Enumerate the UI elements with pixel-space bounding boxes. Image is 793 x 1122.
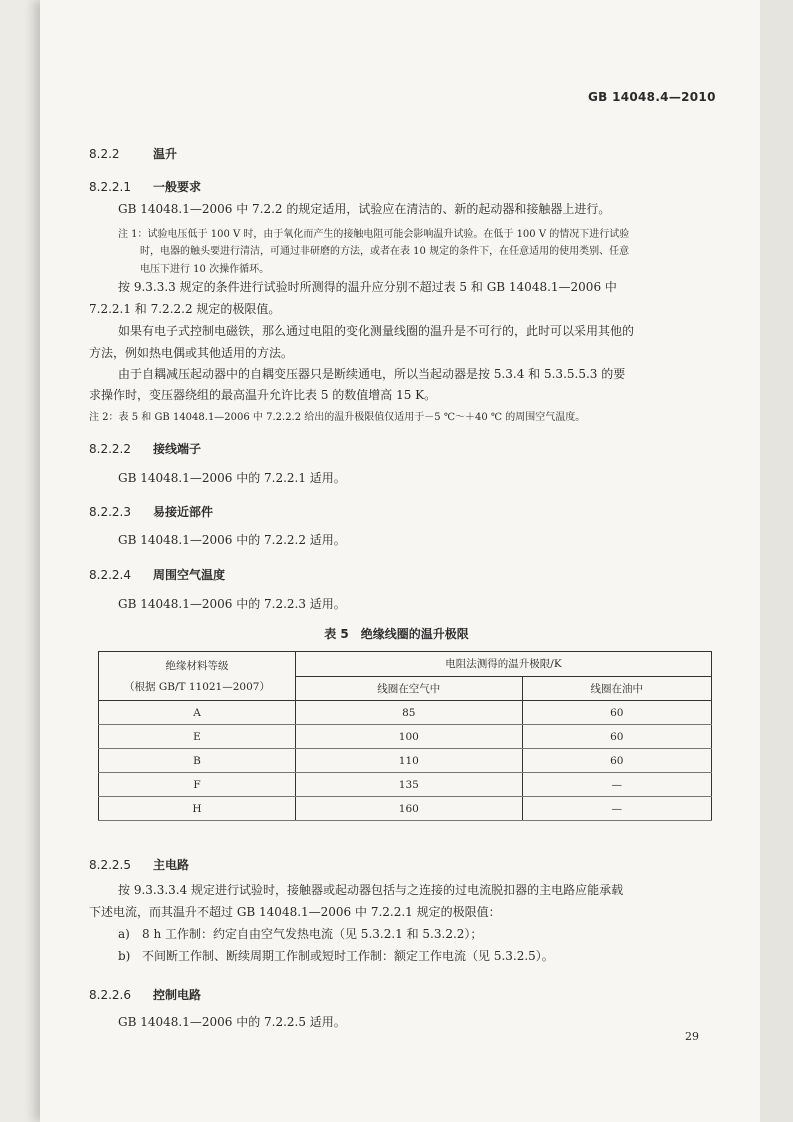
note-1-line: 注 1：试验电压低于 100 V 时，由于氧化而产生的接触电阻可能会影响温升试验。在低于 100 V 的情况下进行试验 — [118, 229, 630, 240]
section-heading-8-2-2-4 — [89, 566, 225, 583]
note-1-line: 时，电器的触头要进行清洁，可通过非研磨的方法，或者在表 10 规定的条件下，在任意适用的使用类别、任意 — [140, 246, 630, 257]
list-marker: b) — [118, 949, 131, 963]
cell-oil: 60 — [522, 749, 711, 773]
paragraph: 按 9.3.3.3.4 规定进行试验时，接触器或起动器包括与之连接的过电流脱扣器的主电路应能承载 — [118, 883, 624, 897]
section-number: 8.2.2 — [89, 147, 120, 161]
paragraph: GB 14048.1—2006 中的 7.2.2.1 适用。 — [118, 471, 346, 485]
table-caption: 表 5 绝缘线圈的温升极限 — [324, 627, 469, 641]
list-item-b — [118, 946, 554, 967]
header-resistance-method: 电阻法测得的温升极限/K — [296, 652, 712, 677]
standard-number: GB 14048.4—2010 — [588, 90, 716, 104]
header-coil-in-air: 线圈在空气中 — [296, 676, 523, 701]
table-row — [99, 701, 712, 725]
cell-air: 160 — [296, 797, 523, 821]
section-number: 8.2.2.1 — [89, 180, 131, 194]
header-line: 绝缘材料等级 — [165, 660, 229, 672]
section-number: 8.2.2.6 — [89, 988, 131, 1002]
section-heading-8-2-2-1 — [89, 178, 201, 195]
cell-air: 135 — [296, 773, 523, 797]
section-title: 接线端子 — [153, 442, 202, 456]
list-marker: a) — [118, 927, 130, 941]
note-1-line: 电压下进行 10 次操作循环。 — [140, 264, 270, 275]
adjacent-page-edge — [760, 0, 793, 1122]
cell-class: H — [99, 797, 296, 821]
cell-oil: — — [522, 797, 711, 821]
cell-class: F — [99, 773, 296, 797]
table-row — [99, 797, 712, 821]
section-title: 周围空气温度 — [153, 568, 226, 582]
paragraph: 7.2.2.1 和 7.2.2.2 规定的极限值。 — [89, 302, 281, 316]
temperature-rise-table — [98, 651, 712, 821]
section-number: 8.2.2.2 — [89, 442, 131, 456]
header-coil-in-oil: 线圈在油中 — [522, 676, 711, 701]
paragraph: GB 14048.1—2006 中的 7.2.2.3 适用。 — [118, 597, 346, 611]
cell-air: 85 — [296, 701, 523, 725]
paragraph: GB 14048.1—2006 中 7.2.2 的规定适用，试验应在清洁的、新的起动器和接触器上进行。 — [118, 202, 611, 216]
cell-oil: — — [522, 773, 711, 797]
paragraph: 由于自耦减压起动器中的自耦变压器只是断续通电，所以当起动器是按 5.3.4 和 5.3.5.5.3 的要 — [118, 367, 626, 381]
section-heading-8-2-2-6 — [89, 986, 201, 1003]
section-title: 主电路 — [153, 858, 190, 872]
page-number: 29 — [685, 1030, 699, 1043]
list-text: 不间断工作制、断续周期工作制或短时工作制：额定工作电流（见 5.3.2.5）。 — [142, 949, 554, 963]
section-number: 8.2.2.5 — [89, 858, 131, 872]
table-row — [99, 725, 712, 749]
paragraph: 如果有电子式控制电磁铁，那么通过电阻的变化测量线圈的温升是不可行的，此时可以采用其他的 — [118, 324, 635, 338]
paragraph: 方法，例如热电偶或其他适用的方法。 — [89, 346, 294, 360]
paragraph: 按 9.3.3.3 规定的条件进行试验时所测得的温升应分别不超过表 5 和 GB 14048.1—2006 中 — [118, 280, 617, 294]
cell-class: A — [99, 701, 296, 725]
cell-class: B — [99, 749, 296, 773]
section-title: 易接近部件 — [153, 505, 214, 519]
list-text: 8 h 工作制：约定自由空气发热电流（见 5.3.2.1 和 5.3.2.2）； — [142, 927, 483, 941]
note-2: 注 2：表 5 和 GB 14048.1—2006 中 7.2.2.2 给出的温升极限值仅适用于－5 ℃～＋40 ℃ 的周围空气温度。 — [89, 412, 586, 423]
list-item-a — [118, 924, 482, 945]
paragraph: GB 14048.1—2006 中的 7.2.2.5 适用。 — [118, 1015, 346, 1029]
section-heading-8-2-2-3 — [89, 503, 213, 520]
section-heading-8-2-2-2 — [89, 440, 201, 457]
section-number: 8.2.2.3 — [89, 505, 131, 519]
section-heading-8-2-2-5 — [89, 856, 189, 873]
section-number: 8.2.2.4 — [89, 568, 131, 582]
paragraph: GB 14048.1—2006 中的 7.2.2.2 适用。 — [118, 533, 346, 547]
section-title: 控制电路 — [153, 988, 202, 1002]
cell-class: E — [99, 725, 296, 749]
table-row — [99, 773, 712, 797]
section-title: 温升 — [153, 147, 178, 161]
cell-oil: 60 — [522, 725, 711, 749]
header-insulation-class — [99, 652, 296, 701]
paragraph: 求操作时，变压器绕组的最高温升允许比表 5 的数值增高 15 K。 — [89, 388, 437, 402]
table-row — [99, 749, 712, 773]
section-heading-8-2-2 — [89, 145, 177, 162]
cell-air: 100 — [296, 725, 523, 749]
cell-oil: 60 — [522, 701, 711, 725]
cell-air: 110 — [296, 749, 523, 773]
section-title: 一般要求 — [153, 180, 202, 194]
paragraph: 下述电流，而其温升不超过 GB 14048.1—2006 中 7.2.2.1 规定的极限值： — [89, 905, 501, 919]
header-line: （根据 GB/T 11021—2007） — [124, 681, 270, 693]
